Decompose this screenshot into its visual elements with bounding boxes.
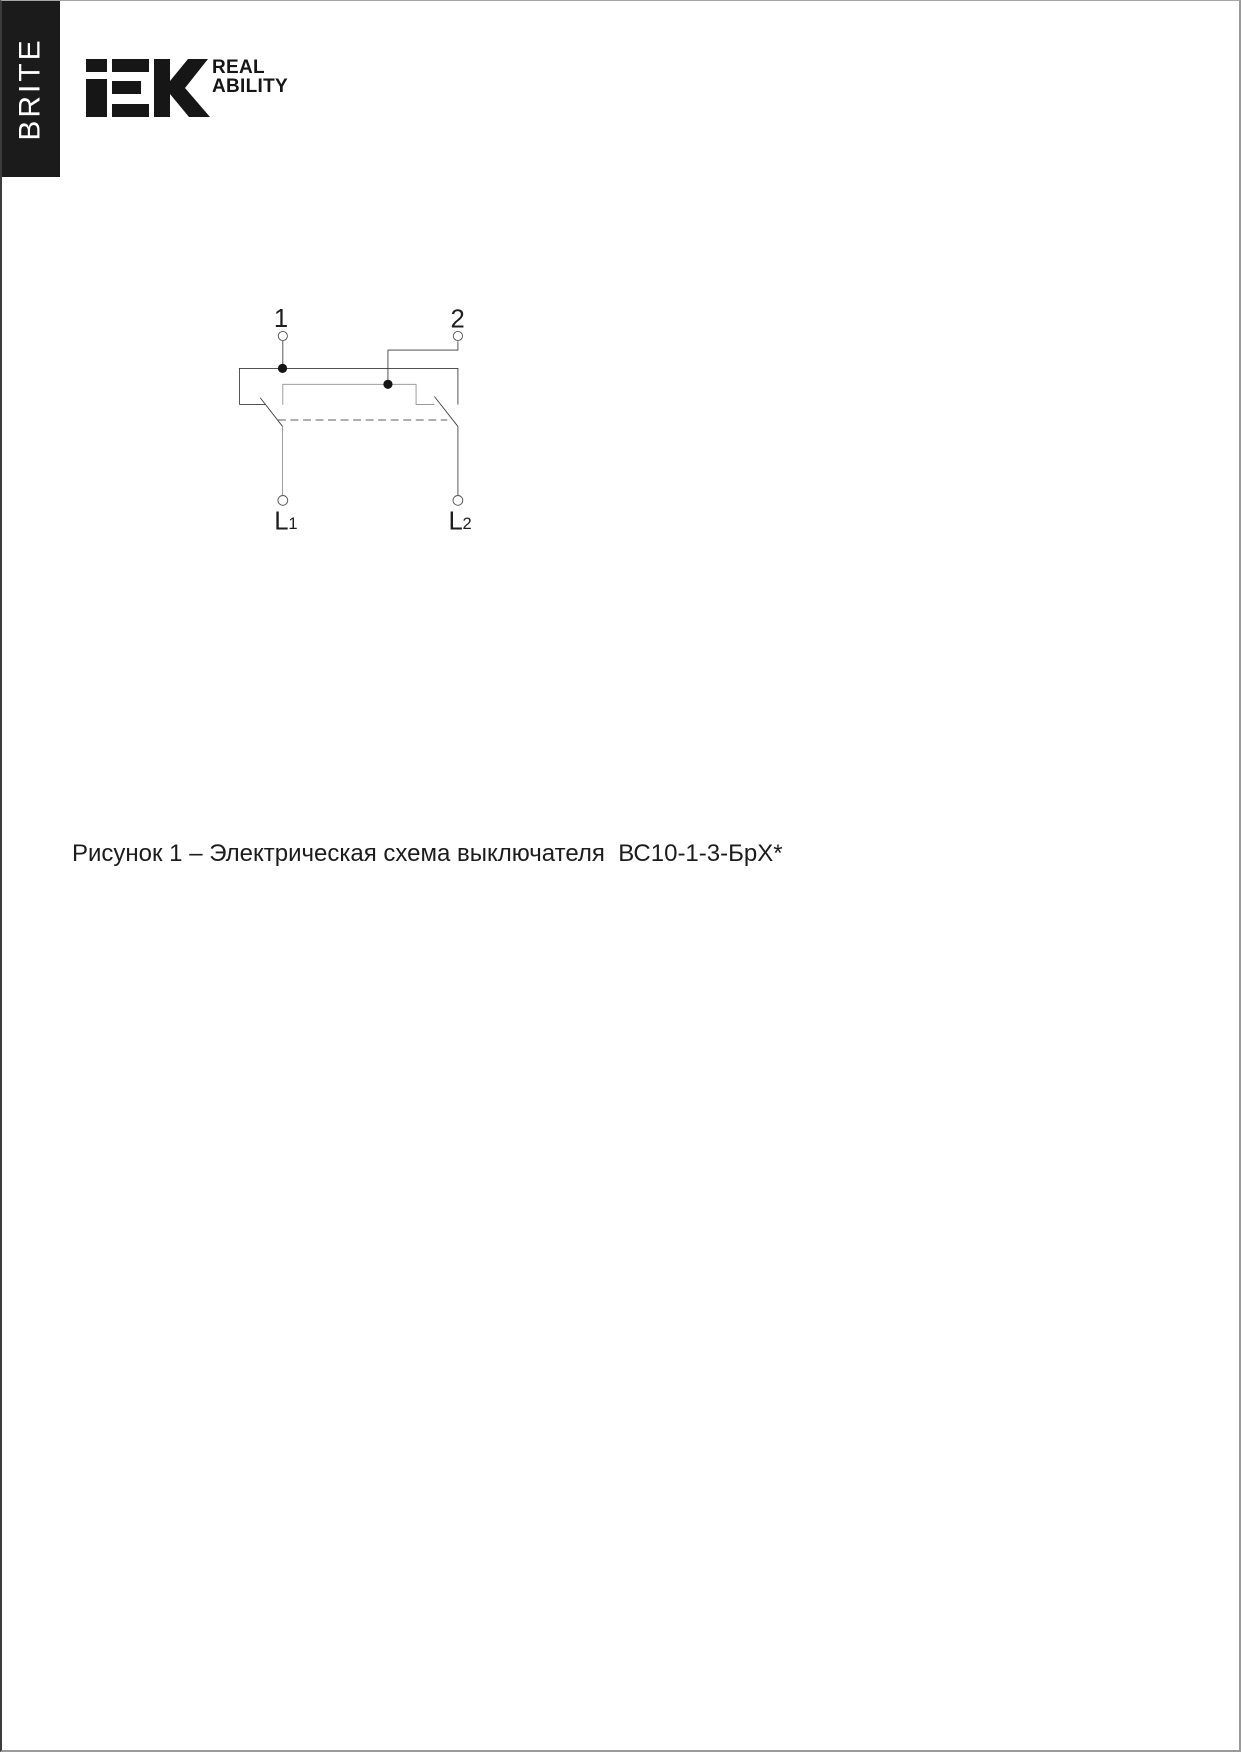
terminal-l1-subscript: 1 xyxy=(288,515,298,534)
logo-tagline-line1: REAL xyxy=(212,57,265,78)
iek-logo-icon xyxy=(86,59,210,117)
brite-banner-label: BRITE xyxy=(14,37,48,141)
terminal-2-label: 2 xyxy=(450,305,465,334)
figure-caption: Рисунок 1 – Электрическая схема выключателя ВС10-1-3-БрХ* xyxy=(72,840,783,867)
logo-letter-e-top xyxy=(112,59,149,72)
logo-tagline-line2: ABILITY xyxy=(212,76,288,97)
terminal-l1-label: L xyxy=(274,507,289,536)
junction-dot-1 xyxy=(278,364,287,373)
left-switch-blade xyxy=(260,398,282,427)
logo-letter-e-mid xyxy=(112,81,141,94)
terminal-l2-label: L xyxy=(448,507,463,536)
terminal-1-label: 1 xyxy=(273,304,289,333)
iek-logo xyxy=(86,59,210,122)
wire-terminal2-lead xyxy=(388,341,458,384)
logo-letter-k xyxy=(154,59,210,117)
logo-letter-i-body xyxy=(86,79,107,117)
logo-letter-i-dot xyxy=(86,59,107,72)
wire-lower-bus xyxy=(283,384,435,405)
wire-top-bus xyxy=(239,368,457,404)
terminal-l2-subscript: 2 xyxy=(462,515,472,534)
circuit-diagram-svg xyxy=(152,281,652,721)
right-switch-blade xyxy=(434,397,458,427)
junction-dot-2 xyxy=(383,380,392,389)
logo-letter-e-bottom xyxy=(112,104,149,117)
brite-banner xyxy=(2,1,60,177)
terminal-l1-circle xyxy=(278,496,288,506)
logo-tagline xyxy=(212,58,288,96)
figure-schematic xyxy=(152,281,652,726)
terminal-l2-circle xyxy=(453,496,463,506)
